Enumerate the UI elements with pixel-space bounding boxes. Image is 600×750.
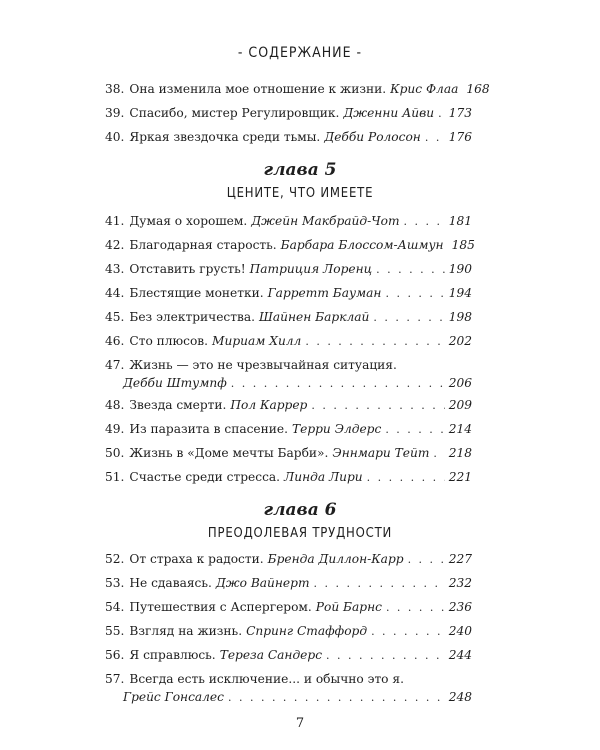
chapter-title: ПРЕОДОЛЕВАЯ ТРУДНОСТИ [207, 526, 393, 541]
leader-dots [231, 376, 445, 391]
toc-entry[interactable]: 39. Спасибо, мистер Регулировщик. Дженни Айви . . . 173 [105, 106, 472, 121]
leader-dots [367, 470, 445, 485]
toc-entry[interactable]: 45. Без электричества. Шайнен Барклай . . . 198 [105, 310, 472, 325]
toc-entry[interactable]: 50. Жизнь в «Доме мечты Барби». Эннмари Тейт . . . 218 [105, 446, 472, 461]
leader-dots [311, 398, 444, 413]
toc-entry[interactable]: 42. Благодарная старость. Барбара Блоссом-Ашмун 185 [105, 238, 475, 252]
toc-entry[interactable]: 43. Отставить грусть! Патриция Лоренц . . . 190 [105, 262, 472, 277]
leader-dots [404, 214, 445, 229]
toc-entry[interactable]: 41. Думая о хорошем. Джейн Макбрайд-Чот . . . 181 [105, 214, 472, 229]
leader-dots [371, 624, 445, 639]
toc-entry[interactable]: 38. Она изменила мое отношение к жизни. Крис Флаа 168 [105, 82, 490, 96]
leader-dots [305, 334, 444, 349]
toc-entry[interactable]: 57. Всегда есть исключение... и обычно это я. Грейс Гонсалес . . . 248 [105, 672, 472, 705]
leader-dots [438, 106, 445, 121]
toc-entry[interactable]: 44. Блестящие монетки. Гарретт Бауман . . . 194 [105, 286, 472, 301]
toc-entry[interactable]: 52. От страха к радости. Бренда Диллон-Карр . . . 227 [105, 552, 472, 567]
toc-entry[interactable]: 47. Жизнь — это не чрезвычайная ситуация. Дебби Штумпф . . . 206 [105, 358, 472, 391]
toc-entry[interactable]: 54. Путешествия с Аспергером. Рой Барнс . . . 236 [105, 600, 472, 615]
chapter-title: ЦЕНИТЕ, ЧТО ИМЕЕТЕ [226, 186, 374, 201]
leader-dots [385, 422, 444, 437]
leader-dots [326, 648, 445, 663]
leader-dots [425, 130, 445, 145]
leader-dots [314, 576, 445, 591]
toc-entry[interactable]: 48. Звезда смерти. Пол Каррер . . . 209 [105, 398, 472, 413]
toc-entry-continuation: Грейс Гонсалес . . . 248 [105, 690, 472, 705]
toc-entry[interactable]: 55. Взгляд на жизнь. Спринг Стаффорд . . . 240 [105, 624, 472, 639]
page-number: 7 [295, 716, 305, 731]
toc-entry[interactable]: 53. Не сдаваясь. Джо Вайнерт . . . 232 [105, 576, 472, 591]
toc-entry[interactable]: 40. Яркая звездочка среди тьмы. Дебби Ролосон . . . 176 [105, 130, 472, 145]
toc-entry[interactable]: 51. Счастье среди стресса. Линда Лири . . . 221 [105, 470, 472, 485]
chapter-label: глава 5 [263, 160, 337, 180]
section-header: - СОДЕРЖАНИЕ - [237, 45, 363, 61]
toc-entry[interactable]: 49. Из паразита в спасение. Терри Элдерс . . . 214 [105, 422, 472, 437]
toc-entry[interactable]: 56. Я справлюсь. Тереза Сандерс . . . 244 [105, 648, 472, 663]
leader-dots [408, 552, 445, 567]
toc-entry[interactable]: 46. Сто плюсов. Мириам Хилл . . . 202 [105, 334, 472, 349]
leader-dots [373, 310, 444, 325]
chapter-label: глава 6 [263, 500, 337, 520]
leader-dots [376, 262, 445, 277]
leader-dots [386, 600, 445, 615]
leader-dots [228, 690, 445, 705]
leader-dots [433, 446, 444, 461]
leader-dots [385, 286, 444, 301]
